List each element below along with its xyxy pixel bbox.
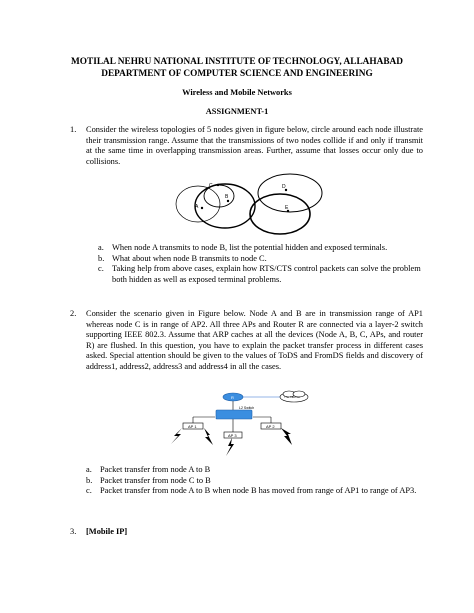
q1-text: Consider the wireless topologies of 5 nodes given in figure below, circle around each node illustrate their transmission range. Assume that the transmissions of two nodes collide if and only if transmit at the same time in overlapping transmission areas. Further, assume that losses occur only due to collisions. <box>86 125 423 166</box>
q1-part-b <box>98 254 424 265</box>
internet-label: The Internet <box>284 395 301 399</box>
q1-part-b-label: b. <box>98 253 105 263</box>
q1-parts <box>98 243 424 285</box>
q2-number: 2. <box>70 309 77 318</box>
node-b-label: B <box>225 194 229 200</box>
node-d-range <box>258 174 322 212</box>
q1-part-a <box>98 243 424 254</box>
department-name: DEPARTMENT OF COMPUTER SCIENCE AND ENGINEERING <box>101 69 373 79</box>
node-a-dot <box>201 207 203 209</box>
q2-part-c <box>86 486 423 497</box>
q2-text: Consider the scenario given in Figure below. Node A and B are in transmission range of AP1 whereas node C is in range of AP2. All three APs and Router R are connected via a layer-2 switch supporting IEEE 802.3. Assume that ARP caches at all the devices (Node A, B, C, APs, and router R) are flushed. In this question, you have to explain the packet transfer process in different cases asked. Special attention should be given to the values of ToDS and FromDS fields and discovery of address1, address2, address3 and address4 in all the cases. <box>86 309 423 371</box>
q2-part-a-label: a. <box>86 465 92 474</box>
ap3-label: AP 3 <box>228 433 237 438</box>
ap1-left-wireless-icon <box>171 428 182 444</box>
node-d-label: D <box>282 184 286 190</box>
router-label: R <box>231 395 234 400</box>
q2-parts <box>86 465 423 497</box>
q2-part-b <box>86 476 423 487</box>
node-e-range <box>250 194 310 234</box>
ap2-wireless-icon <box>281 428 292 445</box>
node-c-label: C <box>209 183 213 189</box>
q1-number: 1. <box>70 125 77 134</box>
q1-part-c-text: Taking help from above cases, explain how RTS/CTS control packets can solve the problem both hidden as well as exposed terminal problems. <box>112 264 421 284</box>
q1-part-c-label: c. <box>98 264 104 274</box>
q1-part-c <box>98 264 424 285</box>
course-title: Wireless and Mobile Networks <box>182 88 292 97</box>
q2-part-b-text: Packet transfer from node C to B <box>100 475 211 485</box>
q1-part-b-text: What about when node B transmits to node C. <box>112 253 267 263</box>
q2-part-a <box>86 465 423 476</box>
ap1-right-wireless-icon <box>204 428 213 445</box>
node-e-label: E <box>285 205 289 211</box>
q2-part-c-label: c. <box>86 486 92 496</box>
node-c-dot <box>217 184 219 186</box>
q3-title: [Mobile IP] <box>86 527 128 536</box>
node-a-label: A <box>195 204 199 210</box>
switch-icon <box>216 410 252 419</box>
assignment-title: ASSIGNMENT-1 <box>205 107 269 116</box>
q2-part-b-label: b. <box>86 475 93 485</box>
ap3-wireless-icon <box>226 438 234 456</box>
switch-label: L2 Switch <box>239 406 255 410</box>
q1-part-a-label: a. <box>98 243 104 252</box>
q2-network-figure <box>168 390 328 460</box>
q1-topology-figure <box>170 166 330 242</box>
ap1-label: AP 1 <box>188 424 197 429</box>
q1-part-a-text: When node A transmits to node B, list the potential hidden and exposed terminals. <box>112 243 388 252</box>
q3-number: 3. <box>70 527 77 536</box>
q2-part-a-text: Packet transfer from node A to B <box>100 465 211 474</box>
ap2-label: AP 2 <box>266 424 275 429</box>
q2-part-c-text: Packet transfer from node A to B when node B has moved from range of AP1 to range of AP3. <box>100 486 417 496</box>
institute-name: MOTILAL NEHRU NATIONAL INSTITUTE OF TECHNOLOGY, ALLAHABAD <box>71 57 403 67</box>
node-b-dot <box>227 200 229 202</box>
